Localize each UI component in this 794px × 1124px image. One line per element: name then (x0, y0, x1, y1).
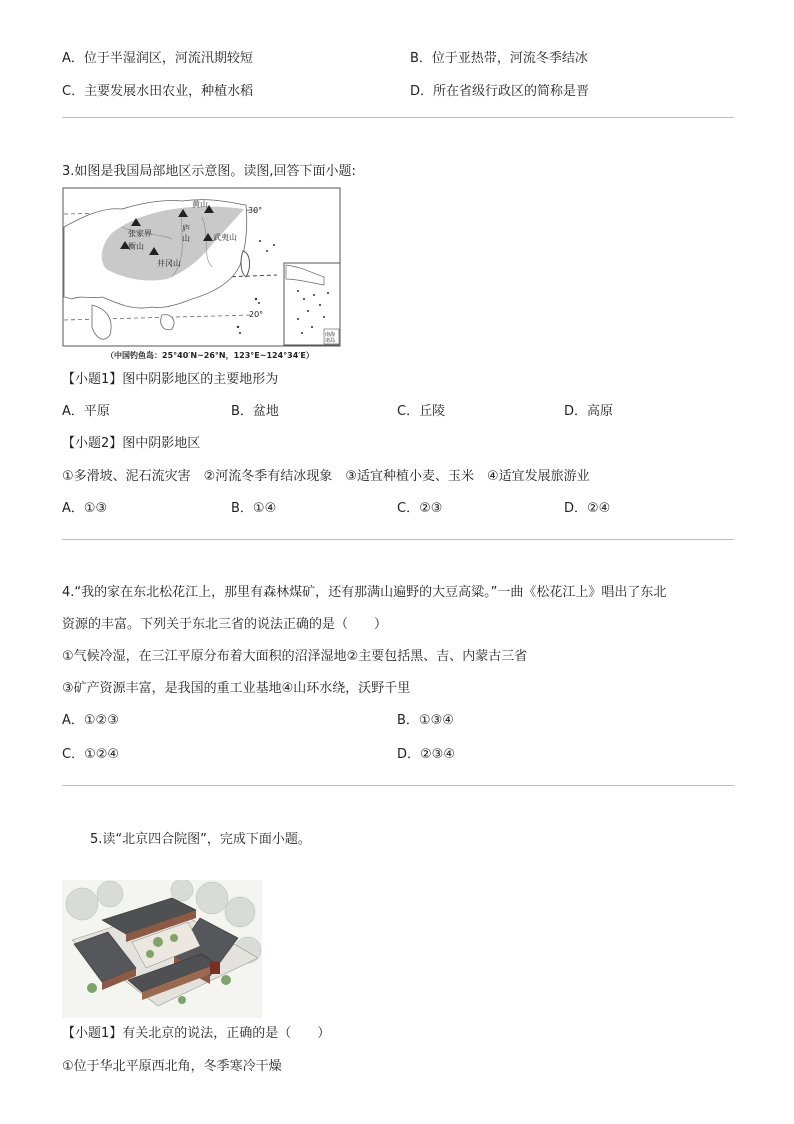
q3-sub1-option-d: D．高原 (564, 404, 614, 419)
q4-stem-line2: 资源的丰富。下列关于东北三省的说法正确的是（ ） (62, 617, 388, 632)
q2-option-d: D．所在省级行政区的简称是晋 (410, 84, 590, 99)
q3-sub1-option-b: B．盆地 (231, 404, 279, 419)
q4-statements-line1: ①气候冷湿，在三江平原分布着大面积的沼泽湿地②主要包括黑、吉、内蒙古三省 (62, 649, 528, 664)
q4-option-d: D．②③④ (397, 747, 455, 762)
q3-sub2-option-a: A．①③ (62, 501, 108, 516)
divider (62, 539, 734, 540)
china-region-map (62, 187, 342, 363)
hengshan-label: 衡山 (128, 242, 144, 251)
q4-stem-line1: 4.“我的家在东北松花江上，那里有森林煤矿，还有那满山遍野的大豆高粱。”一曲《松花江上》唱出了东北 (62, 585, 667, 600)
zhangjiajie-label: 张家界 (128, 229, 152, 238)
q3-sub1-option-c: C．丘陵 (397, 404, 446, 419)
q4-statements-line2: ③矿产资源丰富，是我国的重工业基地④山环水绕，沃野千里 (62, 681, 411, 696)
q5-sub1-statement1: ①位于华北平原西北角，冬季寒冷干燥 (62, 1059, 282, 1074)
lushan-label-2: 山 (182, 234, 190, 243)
q3-sub1-option-a: A．平原 (62, 404, 110, 419)
q4-option-c: C．①②④ (62, 747, 120, 762)
q3-sub2-option-c: C．②③ (397, 501, 443, 516)
q3-sub2-stem: 【小题2】图中阴影地区 (62, 436, 201, 451)
q3-sub2-option-b: B．①④ (231, 501, 277, 516)
divider (62, 785, 734, 786)
q4-option-b: B．①③④ (397, 713, 454, 728)
q2-option-c: C．主要发展水田农业，种植水稻 (62, 84, 254, 99)
q3-stem: 3.如图是我国局部地区示意图。读图,回答下面小题: (62, 164, 356, 179)
q3-sub2-statements: ①多滑坡、泥石流灾害 ②河流冬季有结冰现象 ③适宜种植小麦、玉米 ④适宜发展旅游业 (62, 469, 590, 484)
lat20-label: 20° (249, 310, 264, 319)
q5-sub1-stem: 【小题1】有关北京的说法，正确的是（ ） (62, 1026, 331, 1041)
divider (62, 117, 734, 118)
map-caption: （中国钓鱼岛：25°40′N~26°N，123°E~124°34′E） (106, 351, 314, 360)
huangshan-label: 黄山 (192, 200, 208, 209)
q5-stem: 5.读“北京四合院图”，完成下面小题。 (90, 832, 311, 847)
beijing-siheyuan-illustration (62, 880, 262, 1018)
nanhai-label-2: 诸岛 (325, 338, 336, 344)
q2-option-b: B．位于亚热带，河流冬季结冰 (410, 51, 588, 66)
wuyishan-label: 武夷山 (213, 233, 237, 242)
lushan-label-1: 庐 (182, 224, 190, 233)
q4-option-a: A．①②③ (62, 713, 119, 728)
q3-sub1-stem: 【小题1】图中阴影地区的主要地形为 (62, 372, 279, 387)
q2-option-a: A．位于半湿润区，河流汛期较短 (62, 51, 253, 66)
q3-sub2-option-d: D．②④ (564, 501, 611, 516)
jinggangshan-label: 井冈山 (157, 259, 181, 268)
nanhai-label-1: 南海 (325, 332, 336, 338)
lat30-label: 30° (248, 206, 263, 215)
